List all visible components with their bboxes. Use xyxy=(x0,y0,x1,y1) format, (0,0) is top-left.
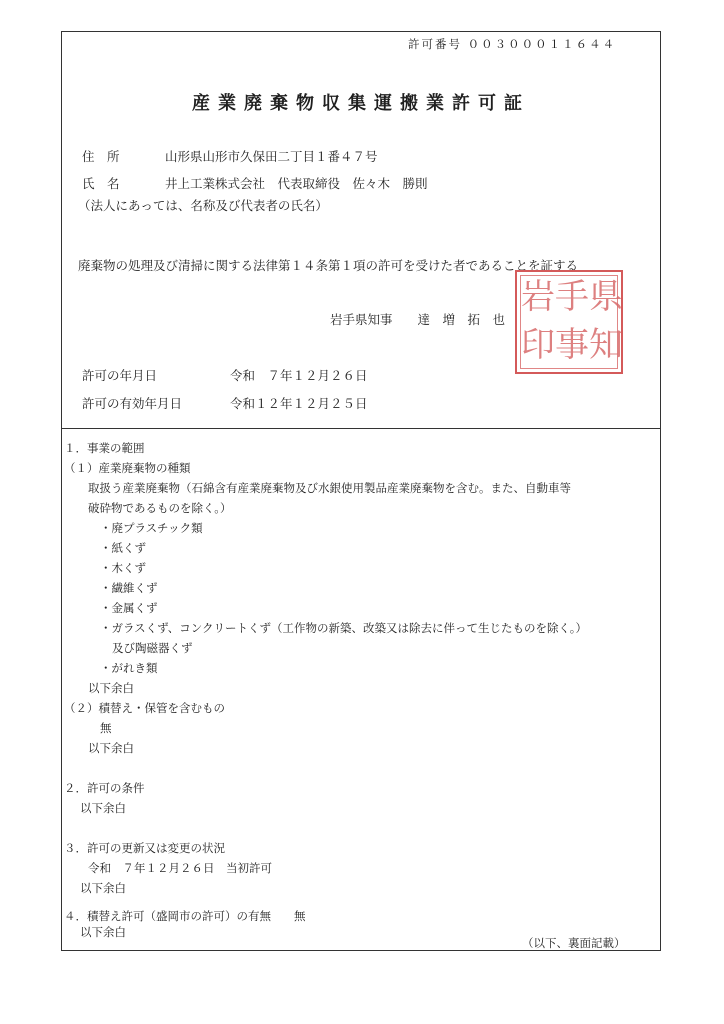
seal-glyph: 県 xyxy=(589,277,623,317)
issuer-name: 岩手県知事 達 増 拓 也 xyxy=(330,312,506,327)
permit-number: 許可番号 ００３０００１１６４４ xyxy=(408,37,617,51)
waste-item: ・紙くず xyxy=(100,541,146,555)
waste-item-continued: 及び陶磁器くず xyxy=(112,641,193,655)
section-3-heading: ３．許可の更新又は変更の状況 xyxy=(64,841,225,855)
handling-line-2: 破砕物であるものを除く。） xyxy=(88,501,232,515)
continued-note: （以下、裏面記載） xyxy=(522,936,626,950)
certification-statement: 廃棄物の処理及び清掃に関する法律第１４条第１項の許可を受けた者であることを証する xyxy=(78,258,579,273)
address-label: 住 所 xyxy=(82,149,120,164)
waste-item: ・ガラスくず、コンクリートくず（工作物の新築、改築又は除去に伴って生じたものを除く。） xyxy=(100,621,588,635)
waste-item: ・廃プラスチック類 xyxy=(100,521,203,535)
section-4-heading: ４．積替え許可（盛岡市の許可）の有無 無 xyxy=(64,909,306,923)
section-3-entry: 令和 ７年１２月２６日 当初許可 xyxy=(88,861,272,875)
waste-item: ・木くず xyxy=(100,561,146,575)
valid-until-label: 許可の有効年月日 xyxy=(82,396,183,411)
section-1-sub1-end: 以下余白 xyxy=(88,681,134,695)
waste-item: ・繊維くず xyxy=(100,581,158,595)
section-1-heading: １．事業の範囲 xyxy=(64,441,145,455)
section-1-sub2: （２）積替え・保管を含むもの xyxy=(64,701,225,715)
seal-glyph: 岩 xyxy=(521,277,555,317)
section-divider xyxy=(61,428,661,429)
waste-item: ・がれき類 xyxy=(100,661,158,675)
seal-glyph: 事 xyxy=(555,325,589,365)
section-1-sub2-end: 以下余白 xyxy=(88,741,134,755)
waste-item: ・金属くず xyxy=(100,601,158,615)
section-1-sub1: （１）産業廃棄物の種類 xyxy=(64,461,191,475)
valid-until-value: 令和１２年１２月２５日 xyxy=(230,396,368,411)
permit-date-value: 令和 ７年１２月２６日 xyxy=(230,368,368,383)
permit-date-label: 許可の年月日 xyxy=(82,368,158,383)
section-1-sub2-value: 無 xyxy=(100,721,112,735)
name-note: （法人にあっては、名称及び代表者の氏名） xyxy=(78,198,328,213)
official-seal xyxy=(515,270,623,374)
seal-glyph: 印 xyxy=(521,325,555,365)
section-3-end: 以下余白 xyxy=(80,881,126,895)
seal-glyph: 手 xyxy=(555,277,589,317)
section-2-heading: ２．許可の条件 xyxy=(64,781,145,795)
section-4-end: 以下余白 xyxy=(80,925,126,939)
seal-glyph: 知 xyxy=(589,325,623,365)
name-value: 井上工業株式会社 代表取締役 佐々木 勝則 xyxy=(165,176,428,191)
certificate-title: 産業廃棄物収集運搬業許可証 xyxy=(192,93,530,114)
section-2-end: 以下余白 xyxy=(80,801,126,815)
address-value: 山形県山形市久保田二丁目１番４７号 xyxy=(165,149,378,164)
handling-line-1: 取扱う産業廃棄物（石綿含有産業廃棄物及び水銀使用製品産業廃棄物を含む。また、自動車等 xyxy=(88,481,571,495)
name-label: 氏 名 xyxy=(82,176,120,191)
